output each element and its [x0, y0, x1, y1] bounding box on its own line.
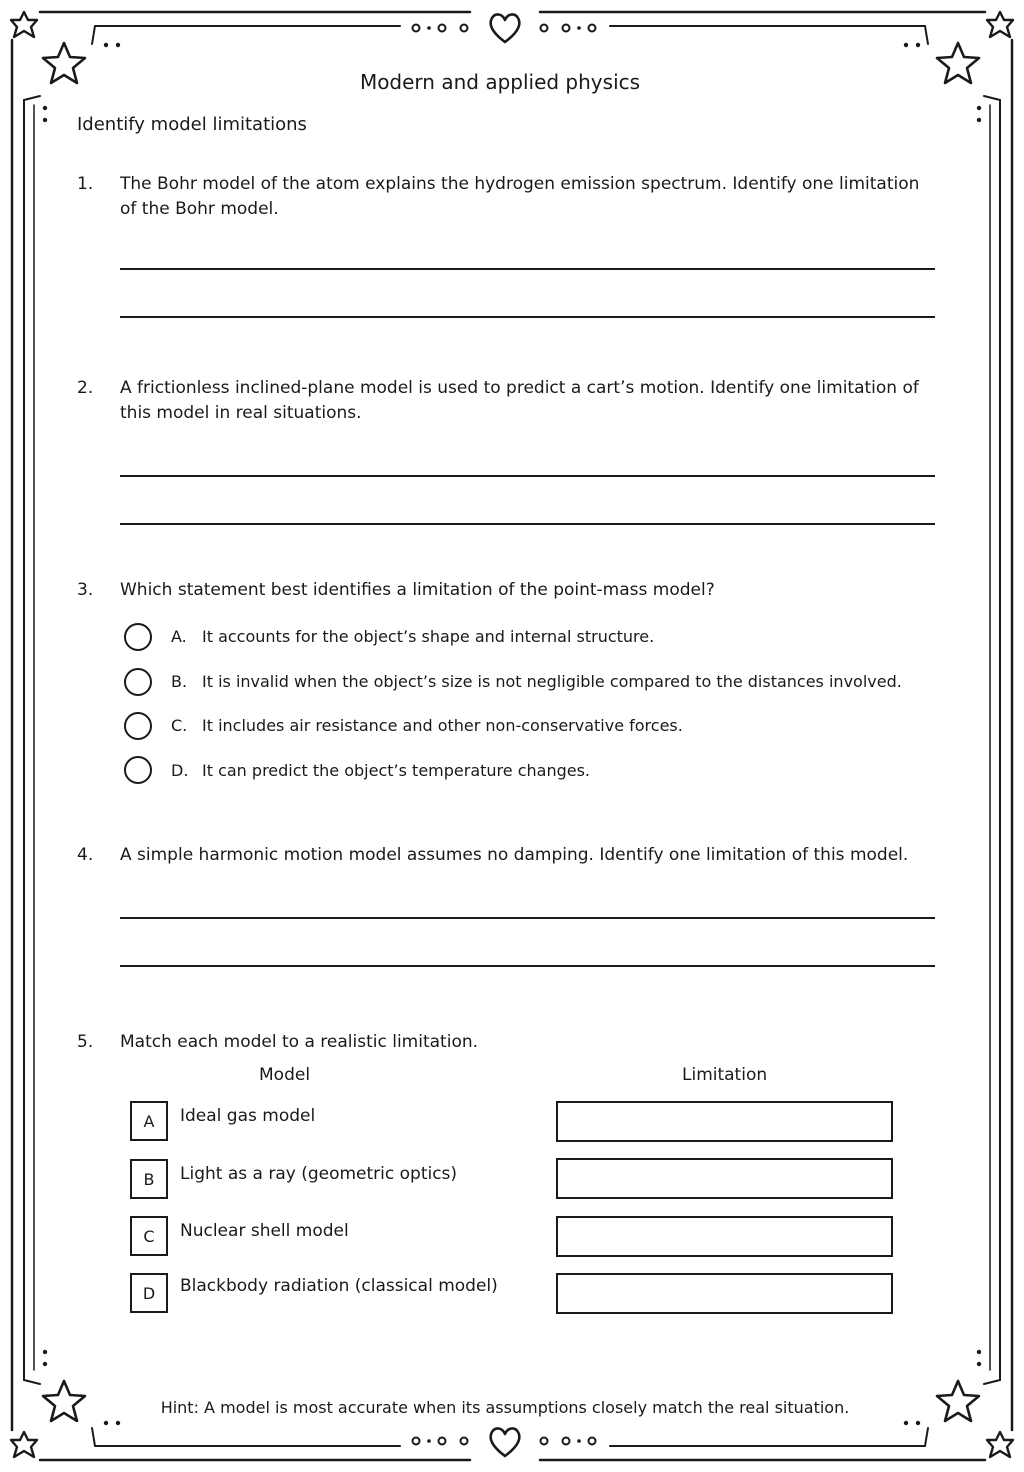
- page-title: Modern and applied physics: [359, 70, 641, 94]
- heart-icon: [486, 1424, 524, 1460]
- answer-line[interactable]: [120, 523, 935, 525]
- match-letter-box-c: C: [130, 1216, 168, 1256]
- question-5-number: 5.: [77, 1032, 94, 1052]
- question-1-number: 1.: [77, 174, 94, 194]
- heart-icon: [486, 10, 524, 46]
- section-subtitle: Identify model limitations: [77, 114, 307, 135]
- limitation-answer-box-a[interactable]: [556, 1101, 893, 1142]
- option-c-bubble[interactable]: [124, 712, 152, 740]
- option-a-bubble[interactable]: [124, 623, 152, 651]
- match-model-b: Light as a ray (geometric optics): [180, 1164, 458, 1184]
- option-b-bubble[interactable]: [124, 668, 152, 696]
- option-b-letter: B.: [171, 672, 188, 691]
- answer-line[interactable]: [120, 965, 935, 967]
- limitation-answer-box-d[interactable]: [556, 1273, 893, 1314]
- question-4-text: A simple harmonic motion model assumes no damping. Identify one limitation of this model.: [120, 845, 909, 865]
- answer-line[interactable]: [120, 475, 935, 477]
- question-3-text: Which statement best identifies a limitation of the point-mass model?: [120, 580, 715, 600]
- option-d-bubble[interactable]: [124, 756, 152, 784]
- question-2-number: 2.: [77, 378, 94, 398]
- option-d-text: It can predict the object’s temperature changes.: [202, 761, 591, 780]
- corner-flourish-icon: [6, 8, 42, 44]
- option-a-text: It accounts for the object’s shape and internal structure.: [202, 627, 655, 646]
- limitation-answer-box-c[interactable]: [556, 1216, 893, 1257]
- answer-line[interactable]: [120, 268, 935, 270]
- option-d-letter: D.: [171, 761, 189, 780]
- match-model-d: Blackbody radiation (classical model): [180, 1276, 498, 1296]
- question-3-number: 3.: [77, 580, 94, 600]
- match-letter-box-d: D: [130, 1273, 168, 1313]
- limitation-column-header: Limitation: [682, 1065, 768, 1085]
- question-4-number: 4.: [77, 845, 94, 865]
- corner-flourish-icon: [982, 1428, 1018, 1464]
- option-a-letter: A.: [171, 627, 187, 646]
- option-c-letter: C.: [171, 716, 188, 735]
- question-1-text: The Bohr model of the atom explains the hydrogen emission spectrum. Identify one limitation of the Bohr model.: [120, 174, 920, 219]
- corner-flourish-icon: [982, 8, 1018, 44]
- answer-line[interactable]: [120, 316, 935, 318]
- limitation-answer-box-b[interactable]: [556, 1158, 893, 1199]
- answer-line[interactable]: [120, 917, 935, 919]
- question-2-text: A frictionless inclined-plane model is used to predict a cart’s motion. Identify one limitation of this model in real situations.: [120, 378, 919, 423]
- model-column-header: Model: [259, 1065, 311, 1085]
- match-model-c: Nuclear shell model: [180, 1221, 349, 1241]
- option-c-text: It includes air resistance and other non-conservative forces.: [202, 716, 683, 735]
- match-letter-box-b: B: [130, 1159, 168, 1199]
- hint-text: Hint: A model is most accurate when its assumptions closely match the real situation.: [160, 1398, 850, 1417]
- match-model-a: Ideal gas model: [180, 1106, 316, 1126]
- option-b-text: It is invalid when the object’s size is not negligible compared to the distances involved.: [202, 672, 902, 691]
- corner-flourish-icon: [6, 1428, 42, 1464]
- match-letter-box-a: A: [130, 1101, 168, 1141]
- question-5-text: Match each model to a realistic limitation.: [120, 1032, 479, 1052]
